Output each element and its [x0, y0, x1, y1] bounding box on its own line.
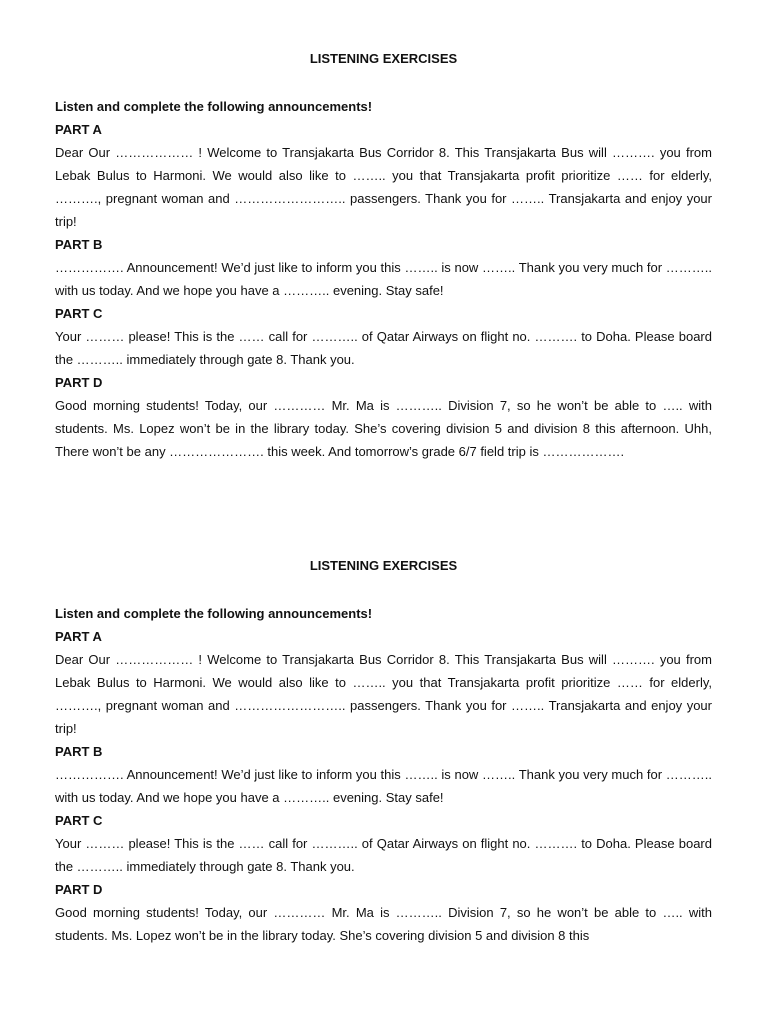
worksheet — [55, 49, 712, 463]
part-c-text: Your ……… please! This is the …… call for ……….. of Qatar Airways on flight no. ………. to Doha. Please board the ……….. immediately through gate 8. Thank you. — [55, 329, 712, 367]
part-a-text: Dear Our ……………… ! Welcome to Transjakarta Bus Corridor 8. This Transjakarta Bus will ………. you from Lebak Bulus to Harmoni. We would also like to …….. you that Transjakarta profit prioritize …… for elderly, ………., pregnant woman and …………………….. passengers. Thank you for …….. Transjakarta and enjoy your trip! — [55, 652, 712, 736]
part-a-heading: PART A — [55, 122, 102, 137]
part-a-text: Dear Our ……………… ! Welcome to Transjakarta Bus Corridor 8. This Transjakarta Bus will ………. you from Lebak Bulus to Harmoni. We would also like to …….. you that Transjakarta profit prioritize …… for elderly, ………., pregnant woman and …………………….. passengers. Thank you for …….. Transjakarta and enjoy your trip! — [55, 145, 712, 229]
worksheet-title: LISTENING EXERCISES — [309, 51, 458, 66]
part-a-section — [55, 118, 712, 233]
worksheet-instruction: Listen and complete the following announcements! — [55, 606, 373, 621]
part-c-section — [55, 809, 712, 878]
worksheet — [55, 556, 712, 947]
part-b-section — [55, 233, 712, 302]
part-c-heading: PART C — [55, 813, 103, 828]
worksheet-title: LISTENING EXERCISES — [309, 558, 458, 573]
part-d-section — [55, 371, 712, 463]
part-d-text: Good morning students! Today, our ………… Mr. Ma is ……….. Division 7, so he won’t be able to ….. with students. Ms. Lopez won’t be in the library today. She’s covering division 5 and division 8 this afternoon. Uhh, There won’t be any …………………. this week. And tomorrow’s grade 6/7 field trip is ………………. — [55, 398, 712, 459]
worksheet-instruction: Listen and complete the following announcements! — [55, 99, 373, 114]
part-a-heading: PART A — [55, 629, 102, 644]
part-d-section — [55, 878, 712, 947]
part-b-heading: PART B — [55, 744, 103, 759]
part-d-heading: PART D — [55, 882, 103, 897]
part-c-heading: PART C — [55, 306, 103, 321]
part-b-heading: PART B — [55, 237, 103, 252]
part-a-section — [55, 625, 712, 740]
part-c-text: Your ……… please! This is the …… call for ……….. of Qatar Airways on flight no. ………. to Doha. Please board the ……….. immediately through gate 8. Thank you. — [55, 836, 712, 874]
part-c-section — [55, 302, 712, 371]
part-b-section — [55, 740, 712, 809]
part-b-text: ……………. Announcement! We’d just like to inform you this …….. is now …….. Thank you very much for ……….. with us today. And we hope you have a ……….. evening. Stay safe! — [55, 767, 712, 805]
part-d-text: Good morning students! Today, our ………… Mr. Ma is ……….. Division 7, so he won’t be able to ….. with students. Ms. Lopez won’t be in the library today. She’s covering division 5 and division 8 this — [55, 905, 712, 943]
part-b-text: ……………. Announcement! We’d just like to inform you this …….. is now …….. Thank you very much for ……….. with us today. And we hope you have a ……….. evening. Stay safe! — [55, 260, 712, 298]
part-d-heading: PART D — [55, 375, 103, 390]
